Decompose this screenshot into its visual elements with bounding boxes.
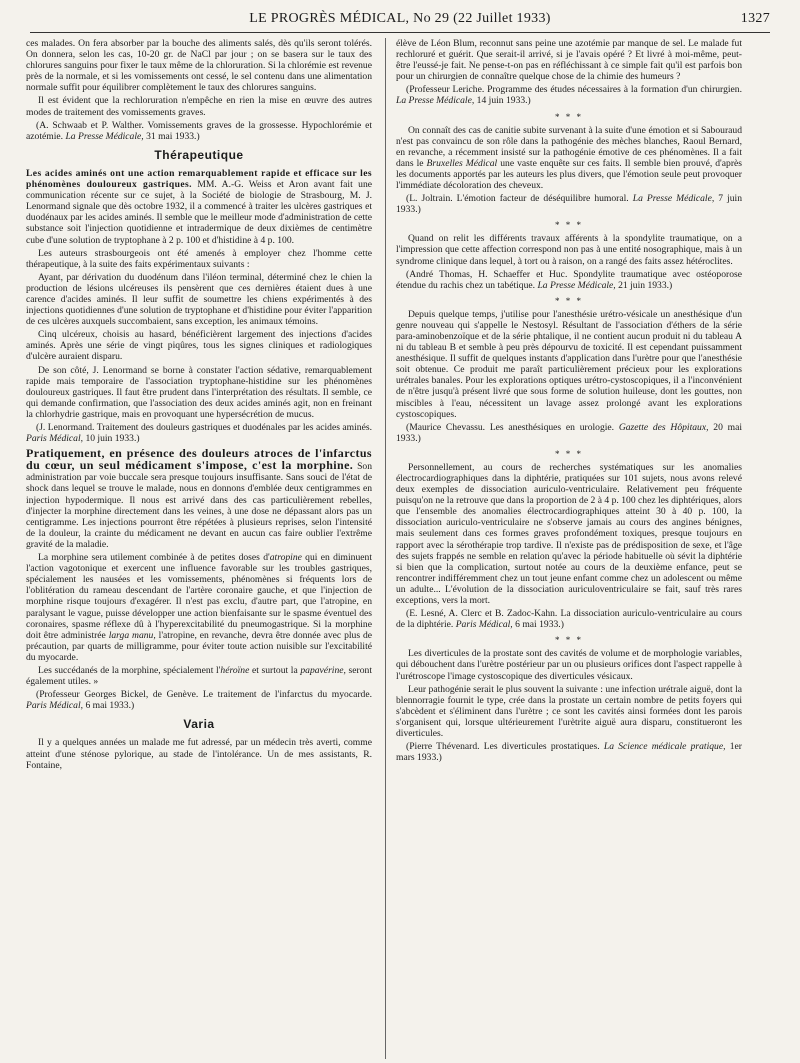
column-divider xyxy=(385,38,386,1059)
citation xyxy=(26,422,372,444)
paragraph xyxy=(26,665,372,687)
lead-sentence: Les acides aminés ont une action remarquablement rapide et efficace sur les phénomènes douloureux gastriques. xyxy=(26,167,372,191)
citation-text: (Professeur Leriche. Programme des études nécessaires à la formation d'un chirurgien. xyxy=(406,84,742,96)
paragraph-text: qui en diminuent l'action vagotonique et exercent une influence favorable sur les troubles gastriques, spécialement les nausées et les vomissements, phénomènes si fréquents lors de l'oblitération du rameau descendant de l'artère coronaire gauche, et que l'injection de morphine risque toujours d'exagérer. Il n'est pas exclu, d'autre part, que l'atropine, en paralysant le vague, puisse développer une action bienfaisante sur le spasme éventuel des coronaires, spasme réflexe dû à l'hyperexcitabilité du pneumogastrique. Si la morphine doit être administrée xyxy=(26,552,372,641)
citation-date: 6 mai 1933.) xyxy=(85,700,135,712)
citation xyxy=(396,741,742,763)
paragraph: Ayant, par dérivation du duodénum dans l'iléon terminal, déterminé chez le chien la production de lésions ulcéreuses ils pensèrent que ces dernières étaient dues à une carence d'acides aminés. Il leur suffit de soumettre les chiens expérimentés à des injections quotidiennes d'une solution de tryptophane et d'histidine pour éviter l'apparition de ces ulcères auxquels succombaient, sans exception, les animaux témoins. xyxy=(26,271,372,328)
paragraph-text: MM. A.-G. Weiss et Aron avant fait une communication récente sur ce sujet, à la Société de biologie de Strasbourg, M. J. Lenormand signale que dès octobre 1932, il a commencé à traiter les ulcères gastriques et duodénaux par les acides aminés. Il semble que le meilleur mode d'administration de cette substance soit l'injection quotidienne et intradermique de deux dixièmes de centimètre cube d'une solution de tryptophane à 2 p. 100 et d'histidine à 4 p. 100. xyxy=(26,179,372,246)
citation-date: 1er mars 1933.) xyxy=(396,741,742,764)
citation xyxy=(26,120,372,142)
asterism-divider: * * * xyxy=(555,220,583,231)
paragraph: Les auteurs strasbourgeois ont été amenés à employer chez l'homme cette thérapeutique, à la suite des faits expérimentaux suivants : xyxy=(26,247,372,270)
citation xyxy=(396,608,742,630)
citation-date: 20 mai 1933.) xyxy=(396,421,742,444)
citation-date: 31 mai 1933.) xyxy=(146,130,200,142)
paragraph-text: une vaste enquête sur ces faits. Il semble bien prouvé, d'après les documents apportés par les auteurs les plus divers, que l'émotion seule peut provoquer l'immédiate décoloration des cheveux. xyxy=(396,157,742,192)
drug-name: papavérine, xyxy=(300,664,346,676)
citation-text: (L. Joltrain. L'émotion facteur de déséquilibre humoral. xyxy=(406,193,629,205)
citation-journal: La Presse Médicale, xyxy=(537,279,616,291)
drug-name: héroïne xyxy=(220,664,250,676)
paragraph: Cinq ulcéreux, choisis au hasard, bénéficièrent largement des injections d'acides aminés. Après une série de vingt piqûres, tous les signes cliniques et radiologiques d'ulcère auraient disparu. xyxy=(26,329,372,363)
paragraph-text: Les succédanés de la morphine, spécialement l' xyxy=(38,664,221,676)
citation-journal: La Presse Médicale, xyxy=(396,95,475,107)
paragraph-text: Son administration par voie buccale sera presque toujours insuffisante. Sans souci de l'état de shock dans lequel se trouve le malade, nous en donnons d'emblée deux centigrammes en injection hypodermique. Il nous est arrivé dans des cas particulièrement rebelles, d'injecter la morphine directement dans les veines, à une dose ne dépassant alors pas un centigramme. Les injections pourront être répétées à plusieurs reprises, selon l'intensité de la douleur, la crainte du médicament ne devant en aucun cas faire oublier l'extrême gravité de la maladie. xyxy=(26,461,372,550)
citation-journal: La Presse Médicale, xyxy=(65,130,144,142)
drug-name: atropine xyxy=(269,552,302,564)
paragraph: Il est évident que la rechloruration n'empêche en rien la mise en œuvre des autres modes de traitement des vomissements graves. xyxy=(26,95,372,118)
citation-journal: La Presse Médicale, xyxy=(632,193,715,205)
citation xyxy=(396,269,742,291)
paragraph: Depuis quelque temps, j'utilise pour l'anesthésie urétro-vésicale un anesthésique d'un genre nouveau qui s'appelle le Nestosyl. Résultant de l'association d'éthers de la série para-aminobenzoïque et de la série phtalique, il ne contient aucun produit ni du tableau A ni du tableau B et semble à peu près dépourvu de toxicité. Il est cependant puissamment anesthésique. Il suffit de quelques instants d'application dans l'urètre pour que l'anesthésie soit obtenue. Ce produit me paraît particulièrement précieux pour les explorations urétrales banales. Pour les explorations optiques urétro-cystoscopiques, il a l'inconvénient de n'être jusqu'à présent livré que sous forme de solution huileuse, dont les gouttes, non miscibles à l'eau, nécessitent un lavage assez prolongé avant les explorations cystoscopiques. xyxy=(396,308,742,420)
citation-text: (J. Lenormand. Traitement des douleurs gastriques et duodénales par les acides aminés. xyxy=(36,422,372,433)
paragraph: Personnellement, au cours de recherches systématiques sur les anomalies électrocardiographiques dans la diphtérie, pratiquées sur 101 sujets, nous avons relevé deux exemples de dissociation auriculo-ventriculaire. Relativement peu fréquente puisqu'on ne la retrouve que dans la proportion de 2 à 4 p. 100 chez les diphtériques, alors que l'ensemble des anomalies électrocardiographiques atteint 30 à 40 p. 100, la dissociation auriculo-ventriculaire ne s'observe jamais au cours des angines bénignes, mais seulement dans ces formes graves profondément toxiques, presque toujours en rapport avec la sérothérapie trop tardive. Il n'existe pas de prédisposition de sexe, et l'âge des sujets frappés ne semble en relation qu'avec la période habituelle où sévit la diphtérie si bien que la complication, surtout notée au cours de la deuxième enfance, peut se rencontrer indifféremment chez un tout jeune enfant comme chez un adolescent ou même un adulte... L'évolution de la dissociation auriculoventriculaire se fait, sauf très rares exceptions, vers la mort. xyxy=(396,461,742,607)
paragraph: Quand on relit les différents travaux afférents à la spondylite traumatique, on a l'impression que cette affection correspond non pas à une entité nosographique, mais à un syndrome clinique dans lequel, à tort ou à raison, on a rangé des faits assez hétéroclites. xyxy=(396,233,742,267)
citation-journal: Bruxelles Médical xyxy=(426,157,498,169)
paragraph: De son côté, J. Lenormand se borne à constater l'action sédative, remarquablement rapide mais temporaire de l'association tryptophane-histidine sur les phénomènes douloureux gastriques. Il faut être prudent dans l'interprétation des résultats. Il semble, ce qui demande confirmation, que l'association des deux acides aminés agit, non en freinant la chlorhydrie gastrique, mais en provoquant une hypersécrétion de mucus. xyxy=(26,364,372,420)
paragraph: Il y a quelques années un malade me fut adressé, par un médecin très averti, comme atteint d'une sténose pylorique, au stade de l'intolérance. Un de mes assistants, R. Fontaine, xyxy=(26,737,372,771)
section-heading: Thérapeutique xyxy=(154,147,244,162)
citation-journal: Paris Médical, xyxy=(455,619,513,631)
paragraph: Leur pathogénie serait le plus souvent la suivante : une infection urétrale aiguë, dont la blennorragie fournit le type, crée dans la prostate un certain nombre de petits foyers qui s'abcèdent et s'éliminent dans l'urètre ; ce sont les cavités ainsi formées dont les parois s'organisent qui, lorsque ultérieurement l'urètrite aiguë aura disparu, constitueront les diverticules. xyxy=(396,683,742,739)
citation-date: 14 juin 1933.) xyxy=(476,95,531,107)
asterism-divider: * * * xyxy=(555,448,583,459)
citation-text: (Pierre Thévenard. Les diverticules prostatiques. xyxy=(406,741,600,753)
page-header xyxy=(30,6,770,33)
paragraph xyxy=(26,168,372,246)
paragraph xyxy=(26,448,372,550)
right-column xyxy=(396,38,742,1059)
paragraph-text: seront également utiles. » xyxy=(26,664,372,688)
lead-sentence: Pratiquement, en présence des douleurs atroces de l'infarctus du cœur, un seul médicament s'impose, c'est la morphine. xyxy=(26,446,372,473)
latin-phrase: larga manu, xyxy=(108,629,156,641)
left-column xyxy=(26,38,372,1059)
citation-date: 7 juin 1933.) xyxy=(396,193,742,216)
citation xyxy=(26,689,372,711)
citation-journal: Paris Médical, xyxy=(26,700,84,712)
page-number: 1327 xyxy=(740,11,770,26)
paragraph-text: On connaît des cas de canitie subite survenant à la suite d'une émotion et si Sabouraud n'est pas convaincu de son rôle dans la pathogénie des mèches blanches, Raoul Bernard, en revanche, a récemment insisté sur la pathogénie émotive de ces phénomènes. Il a fait dans le xyxy=(396,124,742,169)
citation-text: (Maurice Chevassu. Les anesthésiques en urologie. xyxy=(406,421,615,433)
paragraph-text: et surtout la xyxy=(249,664,301,676)
section-heading: Varia xyxy=(183,717,215,732)
paragraph-text: l'atropine, en revanche, devra être donnée avec plus de précaution, par quarts de milligramme, pour éviter toute action nuisible sur l'excitabilité du myocarde. xyxy=(26,629,372,663)
paragraph: Les diverticules de la prostate sont des cavités de volume et de morphologie variables, qui débouchent dans l'urètre postérieur par un ou plusieurs orifices dont l'aspect rappelle à l'urétroscope l'image cystoscopique des diverticules vésicaux. xyxy=(396,648,742,682)
citation xyxy=(396,84,742,106)
citation-date: 6 mai 1933.) xyxy=(515,619,564,631)
citation-date: 21 juin 1933.) xyxy=(618,279,673,291)
citation-text: (E. Lesné, A. Clerc et B. Zadoc-Kahn. La dissociation auriculo-ventriculaire au cours de la diphtérie. xyxy=(396,608,742,631)
asterism-divider: * * * xyxy=(555,295,583,306)
citation-journal: Paris Médical, xyxy=(26,433,84,445)
citation-text: (Professeur Georges Bickel, de Genève. Le traitement de l'infarctus du myocarde. xyxy=(36,689,372,701)
journal-title: LE PROGRÈS MÉDICAL, No 29 (22 Juillet 1933) xyxy=(249,11,551,26)
paragraph: élève de Léon Blum, reconnut sans peine une azotémie par manque de sel. Le malade fut rechloruré et guérit. Que serait-il arrivé, si je l'avais opéré ? Et livré à moi-même, peut-être l'eussé-je fait. Ne pense-t-on pas en réfléchissant à ce simple fait qu'il est parfois bon pour un chirurgien de connaître quelque chose de la chimie des humeurs ? xyxy=(396,38,742,83)
citation-text: (André Thomas, H. Schaeffer et Huc. Spondylite traumatique avec ostéoporose étendue du rachis chez un tabétique. xyxy=(396,268,742,291)
citation-date: 10 juin 1933.) xyxy=(85,433,140,445)
asterism-divider: * * * xyxy=(555,635,583,646)
citation-journal: Gazette des Hôpitaux, xyxy=(618,421,709,433)
paragraph xyxy=(26,552,372,663)
citation xyxy=(396,422,742,444)
asterism-divider: * * * xyxy=(555,111,583,122)
citation xyxy=(396,193,742,215)
citation-journal: La Science médicale pratique, xyxy=(603,741,726,753)
paragraph-text: La morphine sera utilement combinée à de petites doses d' xyxy=(38,552,270,564)
paragraph xyxy=(396,125,742,192)
paragraph: ces malades. On fera absorber par la bouche des aliments salés, dès qu'ils seront tolérés. On donnera, selon les cas, 10-20 gr. de NaCl par jour ; on se basera sur le taux des chlorures sanguins pour fixer le taux même de la chloruration. Si la chlorémie est revenue près de la normale, et si les vomissements ont cessé, le sel contenu dans une alimentation normale suffit pour équilibrer complètement le taux des chlorures sanguins. xyxy=(26,38,372,94)
citation-text: (A. Schwaab et P. Walther. Vomissements graves de la grossesse. Hypochlorémie et azotémie. xyxy=(26,119,372,142)
